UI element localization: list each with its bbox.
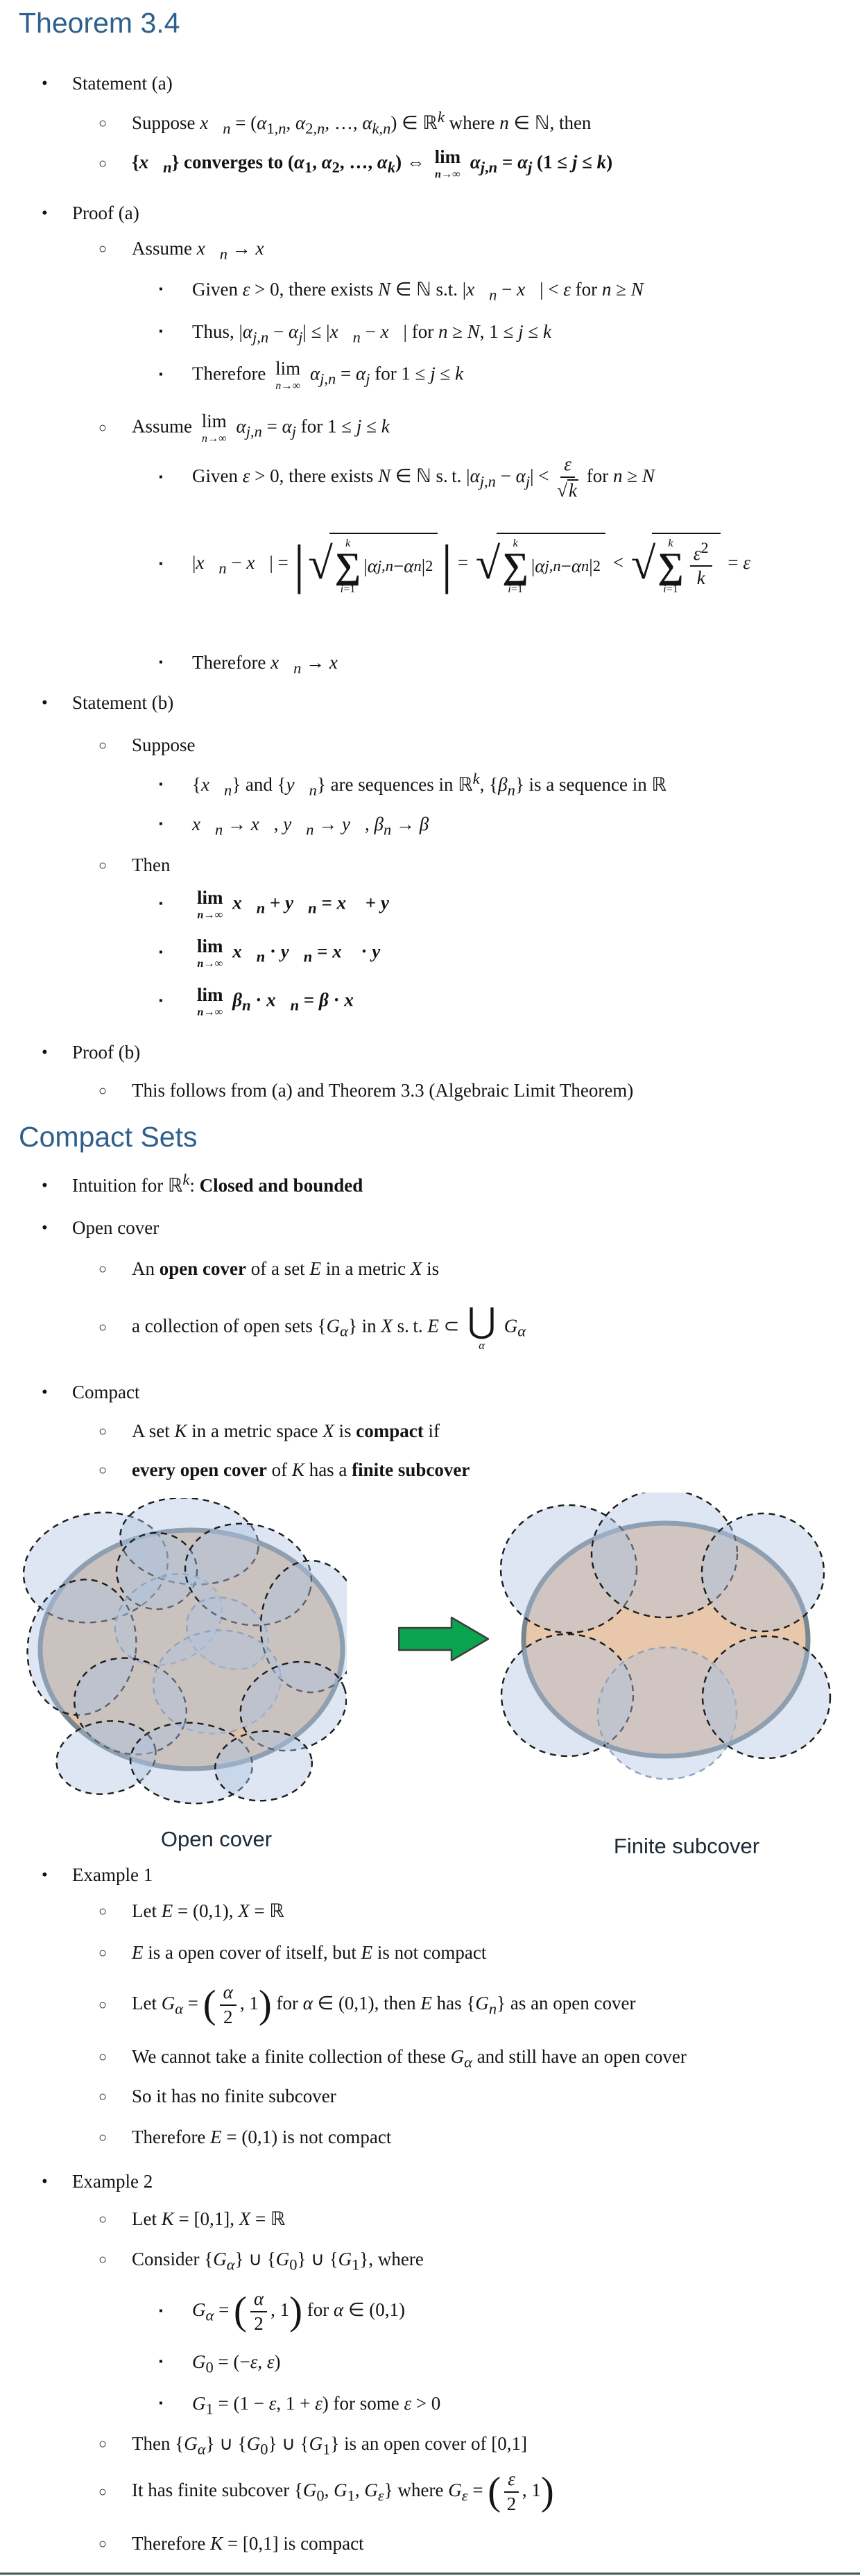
outline-item — [0, 1040, 842, 1065]
outline-text: Given ε > 0, there exists N ∈ ℕ s. t. $|\alpha_{j,n} - \alpha_j|$ < $\frac{\varepsilon}{√k}$ for n ≥ N — [192, 454, 655, 501]
outline-item — [0, 1899, 842, 1923]
outline-item — [0, 1171, 842, 1198]
bullet-l3-icon: ▪ — [159, 558, 163, 570]
bullet-l3-icon: ▪ — [159, 946, 163, 959]
outline-text: E is a open cover of itself, but E is not compact — [132, 1942, 487, 1963]
outline-item — [0, 2170, 842, 2194]
outline-item — [0, 651, 842, 675]
outline-item — [0, 812, 842, 839]
outline-text: A set K in a metric space X is compact if — [132, 1420, 440, 1441]
bullet-l2-icon: ○ — [98, 1261, 108, 1277]
bullet-l2-icon: ○ — [98, 1903, 108, 1919]
outline-item — [0, 1458, 842, 1482]
outline-text: Theorem 3.4 — [19, 7, 180, 39]
outline-item — [0, 2392, 842, 2416]
bullet-l1-icon: • — [42, 74, 48, 93]
bullet-l3-icon: ▪ — [159, 778, 163, 791]
outline-item — [0, 888, 842, 920]
bullet-l1-icon: • — [42, 693, 48, 712]
outline-text: Given ε > 0, there exists N ∈ ℕ s.t. $|x⃗_n$ − x⃗| < ε for n ≥ N — [192, 279, 644, 304]
outline-text: Thus, $|\alpha_{j,n} - \alpha_j|$ ≤ $|x⃗_n$ − x⃗| for n ≥ N, 1 ≤ j ≤ k — [192, 321, 551, 346]
outline-item — [0, 2350, 842, 2374]
outline-item — [0, 148, 842, 180]
bullet-l3-icon: ▪ — [159, 471, 163, 483]
bullet-l1-icon: • — [42, 1218, 48, 1237]
outline-item — [0, 2432, 842, 2456]
outline-text: Therefore E = (0,1) is not compact — [132, 2127, 392, 2147]
outline-item — [0, 986, 842, 1017]
outline-text: Suppose $x⃗_n = (\alpha_{1,n}$, $\alpha_{2,n}$, …, $\alpha_{k,n}$) ∈ ℝ$^k$ where n ∈ ℕ, then — [132, 108, 592, 137]
outline-text: Proof (a) — [72, 203, 139, 223]
outline-item — [0, 320, 842, 344]
bullet-l2-icon: ○ — [98, 857, 108, 873]
outline-item — [0, 412, 842, 444]
bullet-l2-icon: ○ — [98, 1083, 108, 1099]
outline-text: Compact — [72, 1382, 140, 1402]
outline-text: $G_\alpha$ = ( $\frac{\alpha}{2}$ , 1) for α ∈ (0,1) — [192, 2288, 405, 2334]
bullet-l2-icon: ○ — [98, 420, 108, 436]
bullet-l3-icon: ▪ — [159, 818, 163, 830]
outline-text: Therefore $x⃗_n$ → x⃗ — [192, 652, 352, 677]
outline-text: Then $\{G_\alpha\}$ ∪ $\{G_0\}$ ∪ $\{G_1\}$ is an open cover of [0,1] — [132, 2433, 527, 2458]
outline-item — [0, 359, 842, 391]
bullet-l3-icon: ▪ — [159, 325, 163, 338]
outline-item — [0, 1216, 842, 1240]
bullet-l3-icon: ▪ — [159, 2355, 163, 2368]
outline-item — [0, 2045, 842, 2069]
outline-text: lim n→∞ $x⃗_n$ · $y⃗_n$ = x⃗ · y⃗ — [197, 936, 395, 970]
outline-text: $G_1 = (1 - \varepsilon$, 1 + ε) for some ε > 0 — [192, 2393, 441, 2418]
outline-text: Consider $\{G_\alpha\}$ ∪ $\{G_0\}$ ∪ $\{G_1\}$, where — [132, 2249, 424, 2274]
finite-subcover-caption: Finite subcover — [613, 1834, 760, 1858]
section-heading — [0, 1121, 842, 1153]
outline-item — [0, 2289, 842, 2334]
outline-item — [0, 691, 842, 715]
bullet-l1-icon: • — [42, 2172, 48, 2191]
outline-item — [0, 1257, 842, 1281]
bullet-l3-icon: ▪ — [159, 898, 163, 910]
right-arrow-icon — [398, 1616, 490, 1662]
outline-text: Let K = [0,1], X = ℝ — [132, 2208, 286, 2229]
bullet-l2-icon: ○ — [98, 2088, 108, 2104]
outline-item — [0, 2532, 842, 2556]
bullet-l1-icon: • — [42, 1042, 48, 1062]
outline-item — [0, 1941, 842, 1965]
outline-text: Statement (a) — [72, 73, 173, 94]
section-heading — [0, 7, 842, 40]
outline-item — [0, 1079, 842, 1103]
outline-text: $|x⃗_n$ − x⃗| = | √ k ∑ i=1 | α j,n − α n | 2 | = √ k ∑ i=1 | α j,n − α n | 2 < √ k ∑ i=1 $\frac{\varepsilon^2}{k}$ = ε — [192, 533, 751, 596]
outline-item — [0, 237, 842, 261]
outline-text: Statement (b) — [72, 692, 174, 713]
outline-item — [0, 2084, 842, 2109]
outline-item — [0, 2469, 842, 2514]
bullet-l3-icon: ▪ — [159, 368, 163, 381]
outline-text: every open cover of K has a finite subcover — [132, 1459, 470, 1480]
outline-text: Assume lim n→∞ $\alpha_{j,n} = \alpha_j$ for 1 ≤ j ≤ k — [132, 411, 390, 445]
outline-text: Open cover — [72, 1217, 160, 1238]
outline-item — [0, 454, 842, 501]
outline-text: Example 2 — [72, 2171, 153, 2192]
bullet-l2-icon: ○ — [98, 2436, 108, 2452]
outline-text: lim n→∞ $\beta_n$ · $x⃗_n = \beta$ · x⃗ — [197, 984, 368, 1018]
bullet-l2-icon: ○ — [98, 2484, 108, 2500]
outline-text: Example 1 — [72, 1864, 153, 1885]
outline-text: An open cover of a set E in a metric X is — [132, 1258, 440, 1279]
bullet-l3-icon: ▪ — [159, 283, 163, 295]
bullet-l2-icon: ○ — [98, 115, 108, 131]
outline-item — [0, 937, 842, 969]
outline-item — [0, 2247, 842, 2272]
outline-text: Then — [132, 855, 171, 875]
outline-item — [0, 853, 842, 877]
outline-text: $x⃗_n$ → x⃗, $y⃗_n$ → y⃗, $\beta_n \to \beta$ — [192, 814, 429, 839]
outline-item — [0, 1982, 842, 2027]
bullet-l3-icon: ▪ — [159, 656, 163, 669]
bullet-l2-icon: ○ — [98, 2129, 108, 2145]
outline-text: a collection of open sets $\{G_\alpha\}$ in X s. t. E ⊂ ⋃ α $G_\alpha$ — [132, 1301, 526, 1352]
outline-text: It has finite subcover {$G_0$, $G_1$, $G_\varepsilon$} where $G_\varepsilon$ = ( $\frac{\varepsilon}{2}$ , 1) — [132, 2468, 554, 2514]
outline-text: $\{x⃗_n\}$ and $\{y⃗_n\}$ are sequences in ℝ$^k$, $\{\beta_n\}$ is a sequence in ℝ — [192, 770, 666, 799]
bullet-l2-icon: ○ — [98, 1945, 108, 1961]
outline-text: $G_0 = (-\varepsilon$, ε) — [192, 2351, 281, 2376]
bullet-l2-icon: ○ — [98, 1462, 108, 1478]
bullet-l3-icon: ▪ — [159, 995, 163, 1007]
bullet-l2-icon: ○ — [98, 1423, 108, 1439]
outline-item — [0, 1380, 842, 1405]
bullet-l3-icon: ▪ — [159, 2397, 163, 2410]
outline-text: This follows from (a) and Theorem 3.3 (Algebraic Limit Theorem) — [132, 1080, 634, 1101]
bullet-l2-icon: ○ — [98, 156, 108, 172]
open-cover-caption: Open cover — [160, 1827, 273, 1851]
bullet-l2-icon: ○ — [98, 2251, 108, 2267]
open-cover-figure — [19, 1498, 347, 1807]
outline-item — [0, 2125, 842, 2149]
outline-item — [0, 1419, 842, 1443]
bottom-rule — [0, 2573, 860, 2575]
outline-text: Let E = (0,1), X = ℝ — [132, 1900, 284, 1921]
outline-text: Suppose — [132, 735, 196, 755]
outline-text: Let $G_\alpha$ = ( $\frac{\alpha}{2}$ , 1) for α ∈ (0,1), then E has $\{G_n\}$ as an open cover — [132, 1982, 636, 2027]
open-set-ellipse — [702, 1513, 824, 1631]
bullet-l1-icon: • — [42, 203, 48, 223]
outline-item — [0, 2207, 842, 2231]
outline-item — [0, 770, 842, 799]
bullet-l2-icon: ○ — [98, 2536, 108, 2552]
outline-text: Intuition for ℝ$^k$: Closed and bounded — [72, 1171, 363, 1196]
outline-item — [0, 1863, 842, 1887]
bullet-l1-icon: • — [42, 1176, 48, 1195]
outline-text: We cannot take a finite collection of these $G_\alpha$ and still have an open cover — [132, 2046, 687, 2071]
outline-item — [0, 533, 842, 596]
outline-text: Proof (b) — [72, 1042, 141, 1063]
bullet-l2-icon: ○ — [98, 241, 108, 257]
bullet-l2-icon: ○ — [98, 2049, 108, 2065]
bullet-l1-icon: • — [42, 1865, 48, 1884]
outline-text: lim n→∞ $x⃗_n$ + $y⃗_n$ = x⃗ + y⃗ — [197, 887, 404, 921]
bullet-l2-icon: ○ — [98, 1320, 108, 1336]
bullet-l2-icon: ○ — [98, 2211, 108, 2227]
outline-text: $\{x⃗_n\}$ converges to ($\alpha_1$, $\alpha_2$, …, $\alpha_k$) ⇔ lim n→∞ $\alpha_{j,n} = \alpha_j$ (1 ≤ j ≤ k) — [132, 146, 613, 180]
outline-item — [0, 108, 842, 137]
outline-text: So it has no finite subcover — [132, 2086, 336, 2106]
finite-subcover-figure — [485, 1493, 854, 1798]
open-set-ellipse — [703, 1636, 830, 1758]
outline-text: Compact Sets — [19, 1121, 198, 1153]
outline-item — [0, 1301, 842, 1352]
outline-item — [0, 733, 842, 757]
bullet-l1-icon: • — [42, 1382, 48, 1402]
outline-item — [0, 201, 842, 225]
bullet-l2-icon: ○ — [98, 1997, 108, 2013]
outline-text: Therefore K = [0,1] is compact — [132, 2533, 364, 2554]
outline-item — [0, 71, 842, 96]
outline-text: Assume $x⃗_n$ → x⃗ — [132, 238, 279, 263]
outline-item — [0, 277, 842, 302]
bullet-l2-icon: ○ — [98, 737, 108, 753]
bullet-l3-icon: ▪ — [159, 2305, 163, 2317]
outline-text: Therefore lim n→∞ $\alpha_{j,n} = \alpha_j$ for 1 ≤ j ≤ k — [192, 358, 464, 392]
